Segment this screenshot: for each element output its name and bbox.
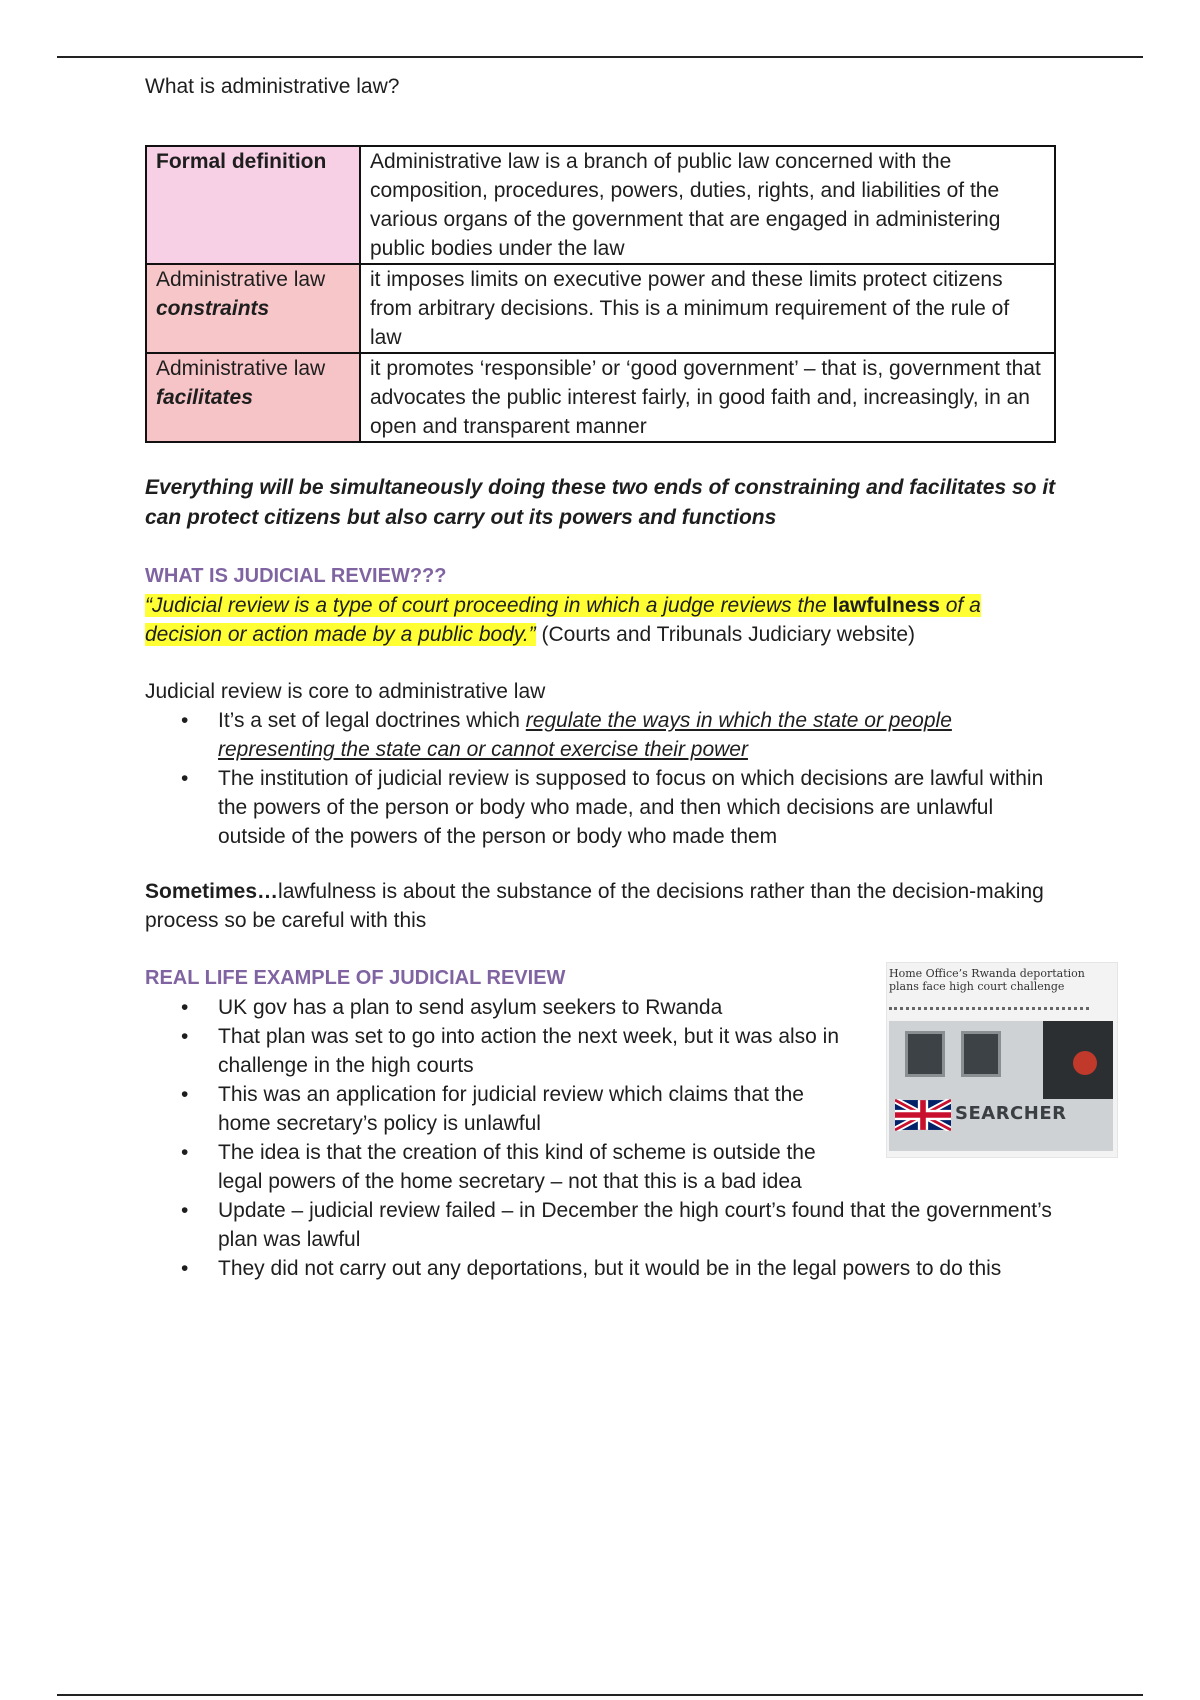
bullet-text: The idea is that the creation of this kind of scheme is outside the legal powers of the home secretary – not that this is a bad idea bbox=[218, 1141, 816, 1193]
bullet-emphasis: regulate the ways in which the state or people bbox=[525, 709, 952, 732]
list-item bbox=[145, 1138, 858, 1196]
bullet-text: This was an application for judicial review which claims that the home secretary’s policy is unlawful bbox=[218, 1083, 804, 1135]
bullet-text: The institution of judicial review is supposed to focus on which decisions are lawful within the powers of the person or body who made, and then which decisions are unlawful outside of the powers of the person or body who made them bbox=[218, 767, 1044, 848]
example-heading: REAL LIFE EXAMPLE OF JUDICIAL REVIEW bbox=[145, 967, 566, 989]
table-text-cell: it promotes ‘responsible’ or ‘good government’ – that is, government that advocates the public interest fairly, in good faith and, increasingly, in an open and transparent manner bbox=[360, 353, 1055, 442]
table-label-cell bbox=[146, 146, 360, 264]
news-headline: Home Office’s Rwanda deportation plans face high court challenge bbox=[889, 967, 1085, 993]
table-text-cell: it imposes limits on executive power and these limits protect citizens from arbitrary decisions. This is a minimum requirement of the rule of law bbox=[360, 264, 1055, 353]
footer-rule bbox=[57, 1694, 1143, 1696]
bullet-dot: • bbox=[181, 1141, 189, 1164]
judicial-review-heading: WHAT IS JUDICIAL REVIEW??? bbox=[145, 565, 447, 587]
table-row bbox=[146, 146, 1055, 264]
judicial-review-quote bbox=[145, 591, 1057, 649]
news-subheadline-line bbox=[889, 1007, 1089, 1014]
bullet-dot: • bbox=[181, 767, 189, 790]
bullet-dot: • bbox=[181, 996, 189, 1019]
bullet-text: Update – judicial review failed – in December the high court’s found that the government’s plan was lawful bbox=[218, 1199, 1052, 1251]
list-item bbox=[145, 1080, 858, 1138]
list-item bbox=[145, 1254, 1057, 1283]
table-row bbox=[146, 264, 1055, 353]
page-title: What is administrative law? bbox=[145, 75, 400, 98]
quote-highlight-line2: decision or action made by a public body.” bbox=[145, 623, 536, 646]
bullet-dot: • bbox=[181, 1257, 189, 1280]
constraints-label-line2: constraints bbox=[156, 297, 270, 320]
list-item bbox=[145, 1022, 858, 1080]
summary-note: Everything will be simultaneously doing these two ends of constraining and facilitates so it can protect citizens but also carry out its powers and functions bbox=[145, 476, 1056, 529]
bullet-text: It’s a set of legal doctrines which bbox=[218, 709, 526, 732]
definitions-table bbox=[145, 145, 1056, 443]
constraints-label-line1: Administrative law bbox=[156, 268, 326, 291]
table-row bbox=[146, 353, 1055, 442]
boat-photo bbox=[889, 1021, 1113, 1151]
quote-source: (Courts and Tribunals Judiciary website) bbox=[535, 623, 915, 646]
list-item bbox=[145, 764, 1057, 851]
table-text-cell: Administrative law is a branch of public law concerned with the composition, procedures, powers, duties, rights, and liabilities of the various organs of the government that are engaged in administering public bodies under the law bbox=[360, 146, 1055, 264]
caution-bold: Sometimes… bbox=[145, 880, 279, 903]
bullet-text: They did not carry out any deportations, but it would be in the legal powers to do this bbox=[218, 1257, 1002, 1280]
quote-text-part2: of a bbox=[939, 594, 981, 617]
formal-definition-label: Formal definition bbox=[156, 150, 327, 173]
facilitates-label-line1: Administrative law bbox=[156, 357, 326, 380]
boat-window bbox=[905, 1031, 945, 1077]
list-item bbox=[145, 1196, 1057, 1254]
header-rule bbox=[57, 56, 1143, 58]
boat-window bbox=[961, 1031, 1001, 1077]
quote-bold-term: lawfulness bbox=[832, 594, 940, 617]
facilitates-label-line2: facilitates bbox=[156, 386, 253, 409]
crew-figure bbox=[1073, 1051, 1097, 1075]
caution-note bbox=[145, 877, 1057, 935]
caution-text: lawfulness is about the substance of the decisions rather than the decision-making process so be careful with this bbox=[145, 880, 1044, 932]
union-flag-icon bbox=[895, 1099, 951, 1131]
bullet-emphasis-line2: representing the state can or cannot exercise their power bbox=[218, 738, 748, 761]
list-item bbox=[145, 706, 1057, 764]
list-item bbox=[145, 993, 858, 1022]
bullet-dot: • bbox=[181, 1199, 189, 1222]
quote-highlight bbox=[145, 594, 981, 617]
core-bullets bbox=[145, 706, 1057, 851]
bullet-text: UK gov has a plan to send asylum seekers to Rwanda bbox=[218, 996, 723, 1019]
quote-text-part1: “Judicial review is a type of court proceeding in which a judge reviews the bbox=[145, 594, 833, 617]
boat-name-label: SEARCHER bbox=[955, 1103, 1067, 1124]
bullet-dot: • bbox=[181, 1025, 189, 1048]
table-label-cell bbox=[146, 353, 360, 442]
core-intro: Judicial review is core to administrative law bbox=[145, 680, 546, 703]
bullet-dot: • bbox=[181, 1083, 189, 1106]
table-label-cell bbox=[146, 264, 360, 353]
bullet-dot: • bbox=[181, 709, 189, 732]
news-article-image bbox=[886, 962, 1118, 1158]
bullet-text: That plan was set to go into action the next week, but it was also in challenge in the high courts bbox=[218, 1025, 840, 1077]
